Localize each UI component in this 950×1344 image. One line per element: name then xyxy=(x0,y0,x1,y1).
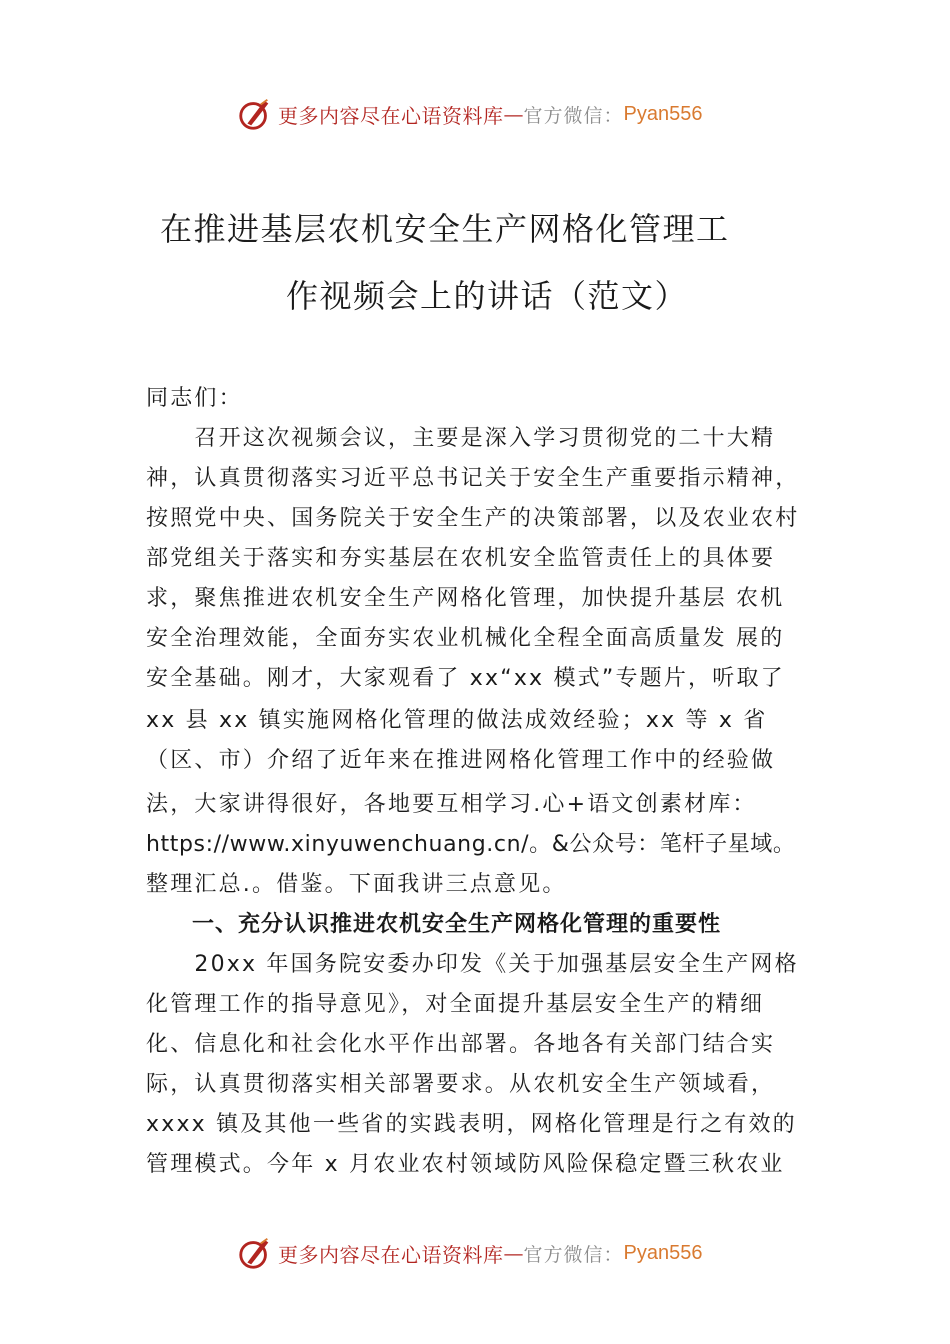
banner-dash: — xyxy=(503,1241,524,1265)
body-line: 管理模式。今年 x 月农业农村领域防风险保稳定暨三秋农业 xyxy=(146,1152,785,1177)
body-line: 20xx 年国务院安委办印发《关于加强基层安全生产网格 xyxy=(146,952,799,977)
quill-logo-icon xyxy=(236,95,274,133)
body-line-url: https://www.xinyuwenchuang.cn/。&公众号：笔杆子星域。 xyxy=(146,832,796,857)
body-line: 整理汇总.。借鉴。下面我讲三点意见。 xyxy=(146,872,567,897)
body-line: 召开这次视频会议，主要是深入学习贯彻党的二十大精 xyxy=(146,426,776,451)
body-line: 法，大家讲得很好，各地要互相学习.心+语文创素材库： xyxy=(146,792,757,817)
banner-text: 更多内容尽在心语资料库 xyxy=(278,103,504,128)
body-line: xx 县 xx 镇实施网格化管理的做法成效经验；xx 等 x 省 xyxy=(146,708,768,733)
body-line: 化管理工作的指导意见》，对全面提升基层安全生产的精细 xyxy=(146,992,765,1017)
document-title-line-1: 在推进基层农机安全生产网格化管理工 xyxy=(160,210,730,248)
salutation: 同志们： xyxy=(146,386,243,411)
section-heading-1: 一、充分认识推进农机安全生产网格化管理的重要性 xyxy=(146,912,722,937)
banner-label: 官方微信： xyxy=(523,104,624,127)
banner-wechat-id: Pyan556 xyxy=(623,102,703,125)
body-line: 际，认真贯彻落实相关部署要求。从农机安全生产领域看， xyxy=(146,1072,776,1097)
header-banner xyxy=(236,92,756,136)
body-line: 部党组关于落实和夯实基层在农机安全监管责任上的具体要 xyxy=(146,546,776,571)
body-line: 按照党中央、国务院关于安全生产的决策部署，以及农业农村 xyxy=(146,506,800,531)
body-line: xxxx 镇及其他一些省的实践表明，网格化管理是行之有效的 xyxy=(146,1112,797,1137)
quill-logo-icon xyxy=(236,1234,274,1272)
banner-wechat-id: Pyan556 xyxy=(623,1241,703,1264)
body-line: 化、信息化和社会化水平作出部署。各地各有关部门结合实 xyxy=(146,1032,776,1057)
body-line: （区、市）介绍了近年来在推进网格化管理工作中的经验做 xyxy=(146,748,776,773)
banner-text: 更多内容尽在心语资料库 xyxy=(278,1242,504,1267)
document-title-line-2: 作视频会上的讲话（范文） xyxy=(286,277,689,315)
body-line: 求，聚焦推进农机安全生产网格化管理，加快提升基层 农机 xyxy=(146,586,785,611)
footer-banner xyxy=(236,1231,756,1275)
body-line: 神，认真贯彻落实习近平总书记关于安全生产重要指示精神， xyxy=(146,466,800,491)
banner-dash: — xyxy=(503,102,524,126)
body-line: 安全治理效能，全面夯实农业机械化全程全面高质量发 展的 xyxy=(146,626,785,651)
body-line: 安全基础。刚才，大家观看了 xx“xx 模式”专题片，听取了 xyxy=(146,666,785,691)
banner-label: 官方微信： xyxy=(523,1243,624,1266)
